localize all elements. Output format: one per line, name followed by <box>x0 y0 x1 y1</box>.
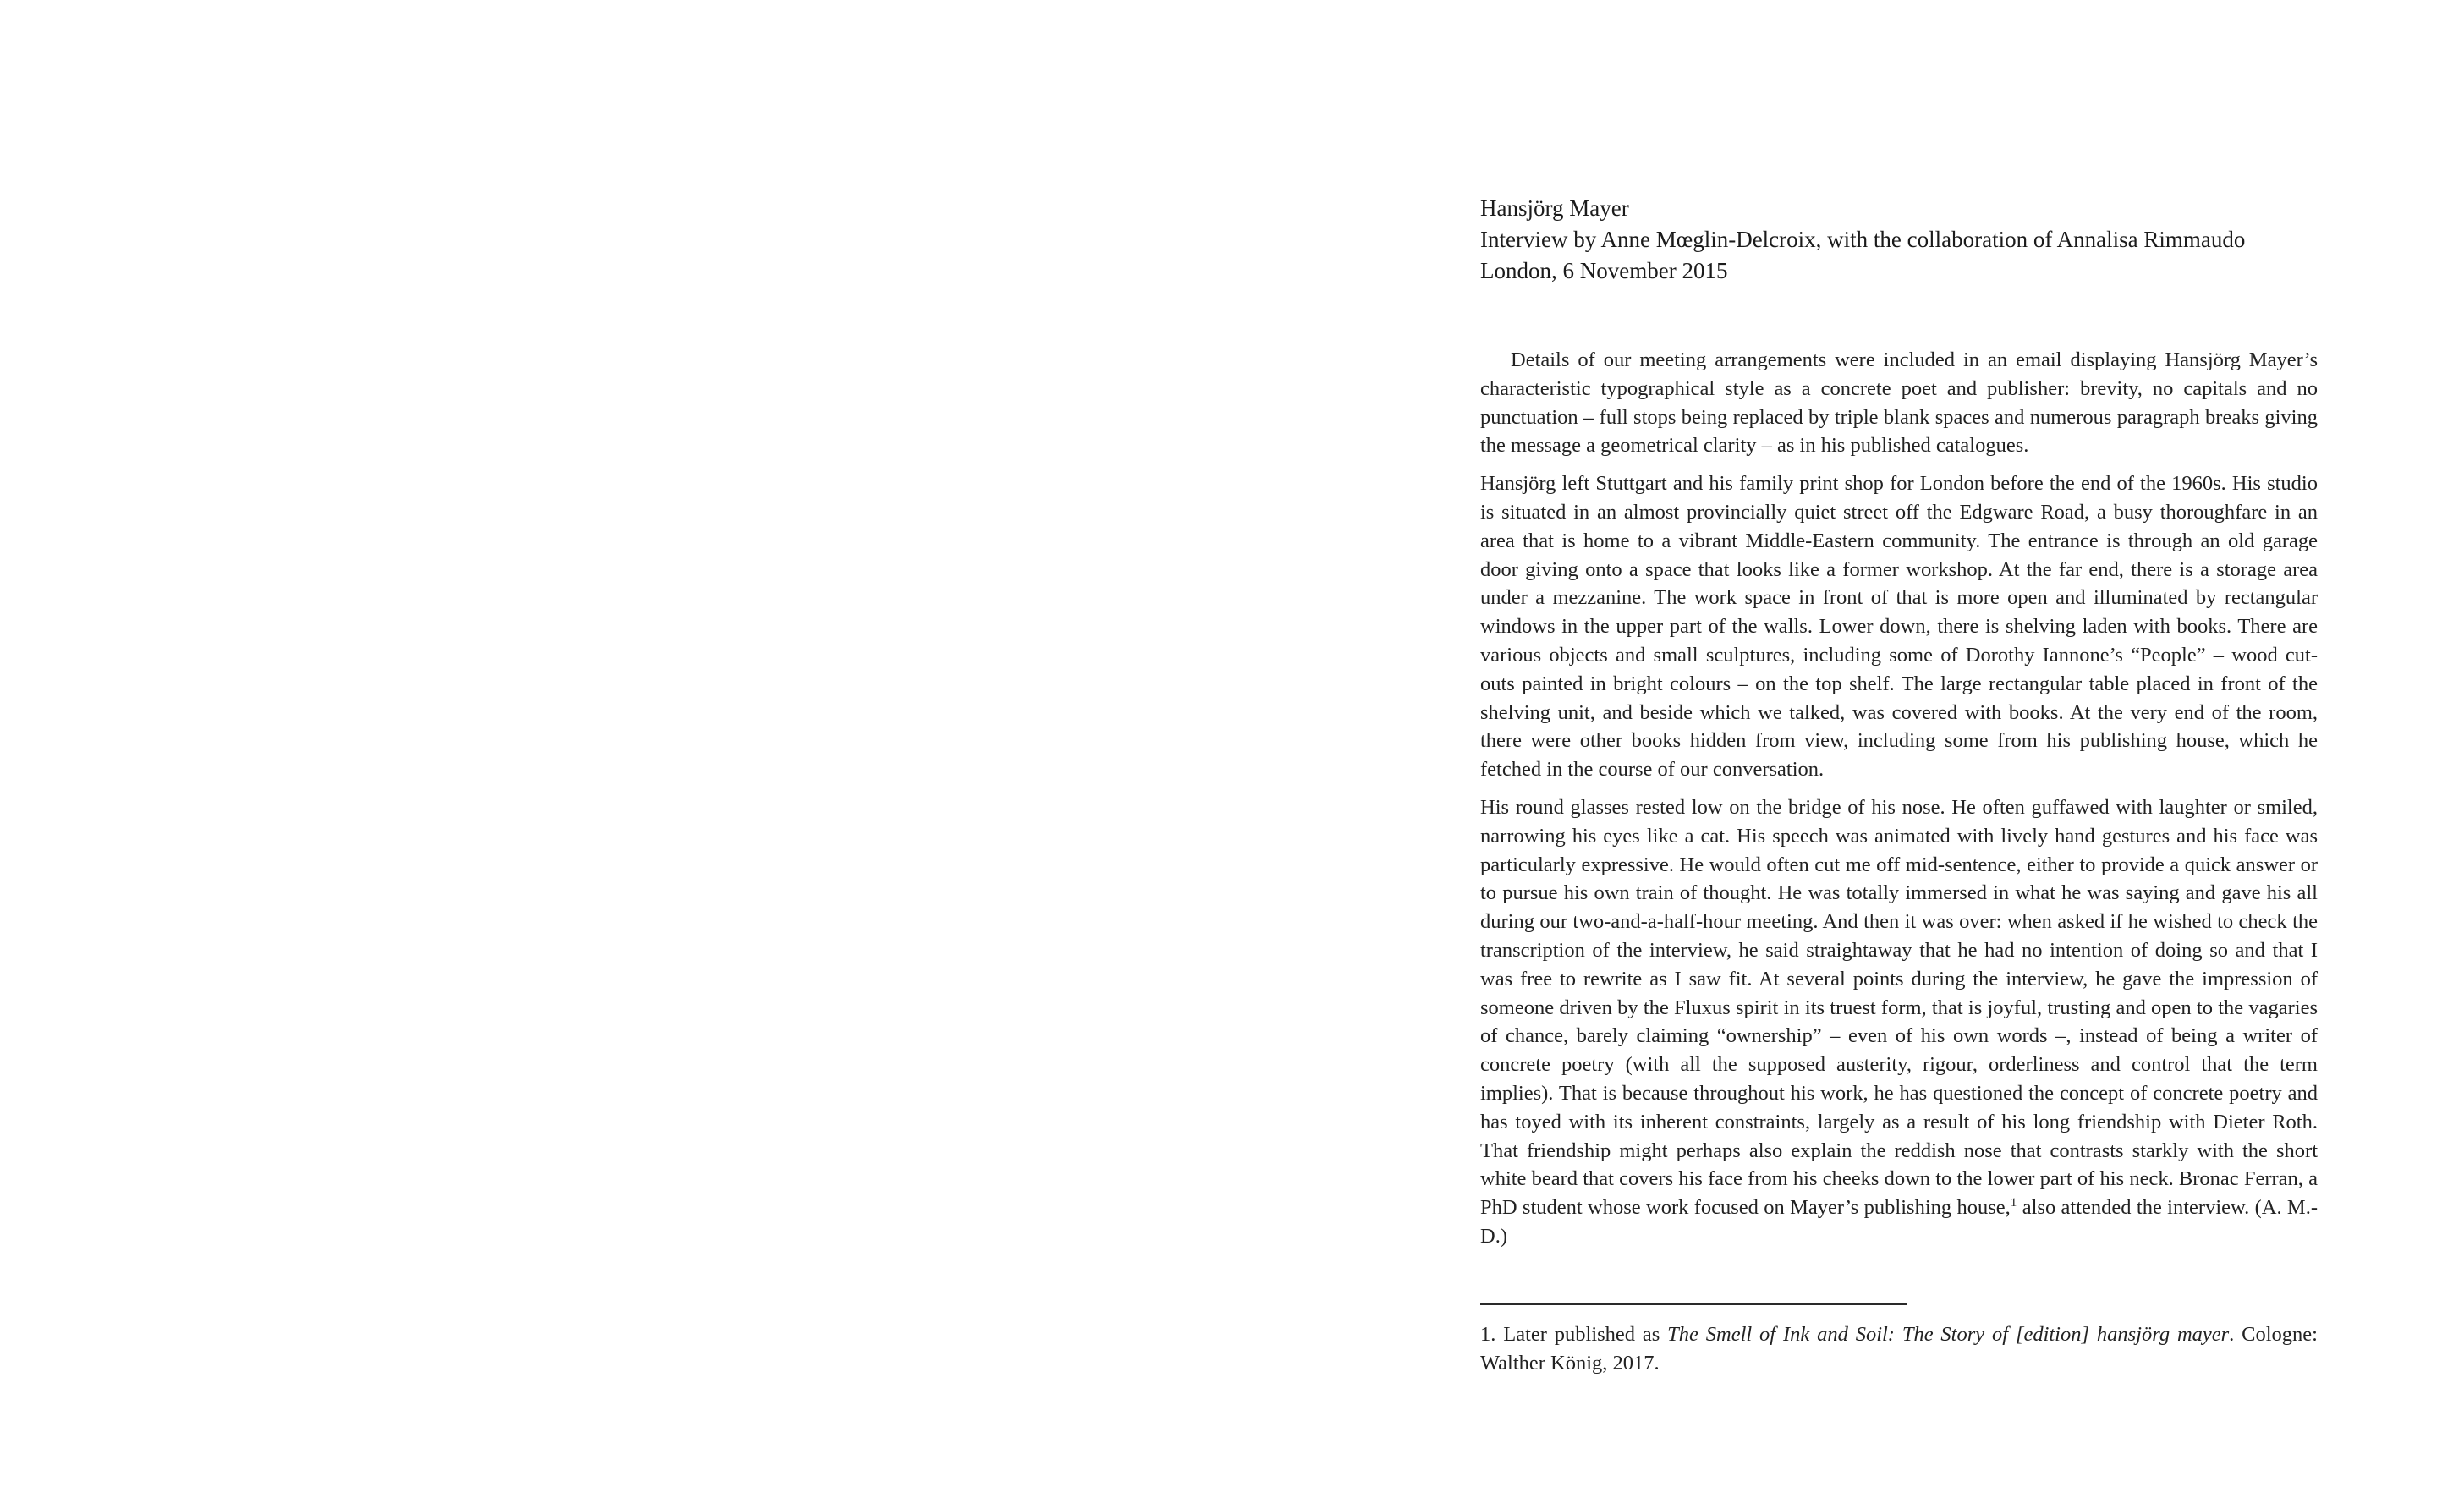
date-line: London, 6 November 2015 <box>1480 258 1728 283</box>
footnote-prefix: 1. Later published as <box>1480 1322 1668 1346</box>
footnote-suffix: . Cologne: Walther König, 2017. <box>1480 1322 2318 1375</box>
paragraph-3-text-after: also attended the interview. (A. M.-D.) <box>1480 1196 2319 1248</box>
footnote-book-title: The Smell of Ink and Soil: The Story of [edition] hansjörg mayer <box>1667 1322 2230 1346</box>
paragraph-3-text-before: His round glasses rested low on the bridge of his nose. He often guffawed with laughter or smiled, narrowing his eyes like a cat. His speech was animated with lively hand gestures and his face was particularly expressive. He would often cut me off mid-sentence, either to provide a quick answer or to pursue his own train of thought. He was totally immersed in what he was saying and gave his all during our two-and-a-half-hour meeting. And then it was over: when asked if he wished to check the transcription of the interview, he said straightaway that he had no intention of doing so and that I was free to rewrite as I saw fit. At several points during the interview, he gave the impression of someone driven by the Fluxus spirit in its truest form, that is joyful, trusting and open to the vagaries of chance, barely claiming “ownership” – even of his own words –, instead of being a writer of concrete poetry (with all the supposed austerity, rigour, orderliness and control that the term implies). That is because throughout his work, he has questioned the concept of concrete poetry and has toyed with its inherent constraints, largely as a result of his long friendship with Dieter Roth. That friendship might perhaps also explain the reddish nose that contrasts starkly with the short white beard that covers his face from his cheeks down to the lower part of his neck. Bronac Ferran, a PhD student whose work focused on Mayer’s publishing house, <box>1480 795 2318 1220</box>
interview-byline: Interview by Anne Mœglin-Delcroix, with the collaboration of Annalisa Rimmaudo <box>1480 227 2246 252</box>
heading-block <box>1480 193 2318 287</box>
paragraph-2 <box>1480 469 2318 784</box>
paragraph-1 <box>1480 346 2318 460</box>
footnote <box>1480 1320 2318 1378</box>
page-title: Hansjörg Mayer <box>1480 195 1629 221</box>
text-column <box>1480 193 2318 1377</box>
paragraph-3 <box>1480 793 2318 1251</box>
footnote-marker: 1 <box>2010 1194 2017 1210</box>
footnote-divider <box>1480 1303 1907 1305</box>
paragraph-1-text: Details of our meeting arrangements were included in an email displaying Hansjörg Mayer’s characteristic typographical style as a concrete poet and publisher: brevity, no capitals and no punctuation – full stops being replaced by triple blank spaces and numerous paragraph breaks giving the message a geometrical clarity – as in his published catalogues. <box>1480 348 2318 458</box>
paragraph-2-text: Hansjörg left Stuttgart and his family print shop for London before the end of the 1960s. His studio is situated in an almost provincially quiet street off the Edgware Road, a busy thoroughfare in an area that is home to a vibrant Middle-Eastern community. The entrance is through an old garage door giving onto a space that looks like a former workshop. At the far end, there is a storage area under a mezzanine. The work space in front of that is more open and illuminated by rectangular windows in the upper part of the walls. Lower down, there is shelving laden with books. There are various objects and small sculptures, including some of Dorothy Iannone’s “People” – wood cut-outs painted in bright colours – on the top shelf. The large rectangular table placed in front of the shelving unit, and beside which we talked, was covered with books. At the very end of the room, there were other books hidden from view, including some from his publishing house, which he fetched in the course of our conversation. <box>1480 472 2318 782</box>
body-text <box>1480 346 2318 1251</box>
